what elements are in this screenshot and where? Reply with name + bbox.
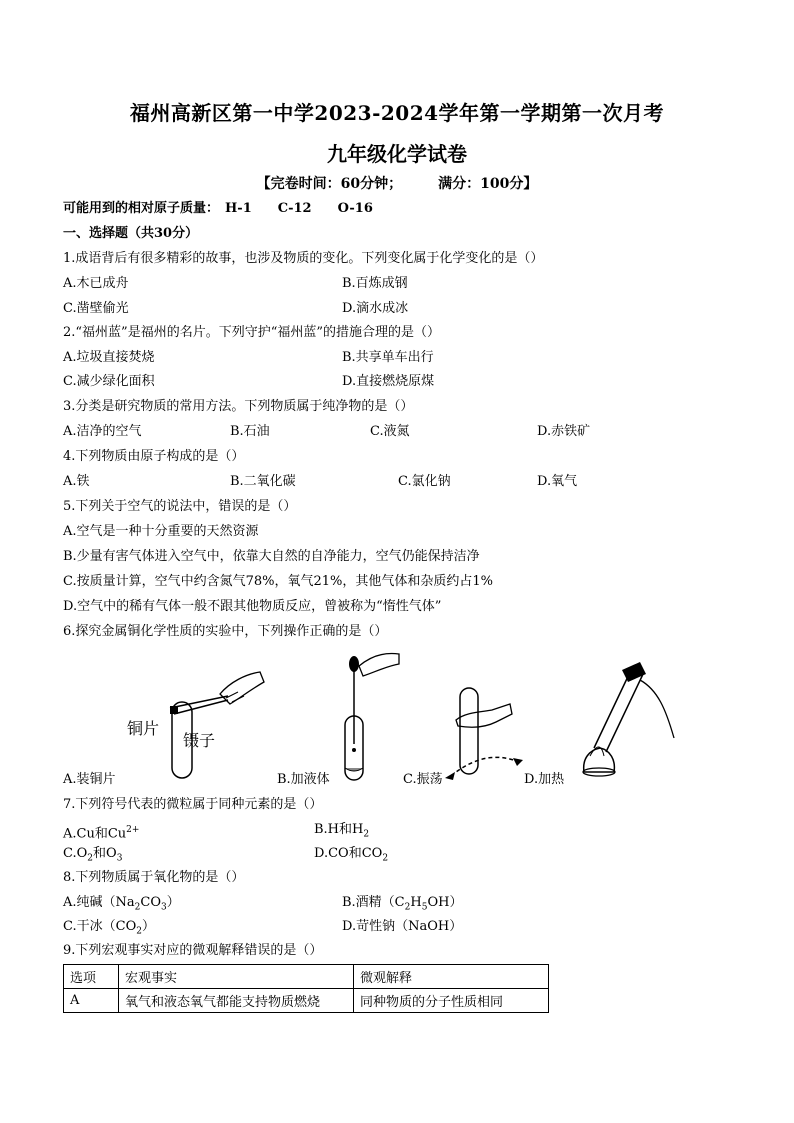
figure-d-heat bbox=[570, 660, 680, 780]
atomic-mass-h: H-1 bbox=[225, 201, 252, 216]
q6-option-d: D.加热 bbox=[524, 772, 565, 787]
question-5-stem: 5.下列关于空气的说法中，错误的是（） bbox=[63, 499, 297, 514]
q2-option-a: A.垃圾直接焚烧 bbox=[63, 350, 155, 365]
q9-table bbox=[63, 964, 549, 1013]
figure-label-copper: 铜片 bbox=[127, 719, 160, 738]
q6-option-c: C.振荡 bbox=[403, 772, 443, 787]
question-6-stem: 6.探究金属铜化学性质的实验中，下列操作正确的是（） bbox=[63, 624, 388, 639]
atomic-masses-label: 可能用到的相对原子质量： bbox=[63, 201, 220, 216]
q7-option-d: D.CO和$CO_2$ bbox=[314, 846, 389, 864]
q3-option-b: B.石油 bbox=[230, 424, 270, 439]
question-3-stem: 3.分类是研究物质的常用方法。下列物质属于纯净物的是（） bbox=[63, 399, 414, 414]
q8-option-c: C.干冰$(CO_2)$ bbox=[63, 919, 155, 937]
q3-option-c: C.液氮 bbox=[370, 424, 410, 439]
q1-option-a: A.木已成舟 bbox=[63, 276, 129, 291]
q6-option-b: B.加液体 bbox=[277, 772, 330, 787]
question-1-stem: 1.成语背后有很多精彩的故事，也涉及物质的变化。下列变化属于化学变化的是（） bbox=[63, 251, 544, 266]
atomic-mass-c: C-12 bbox=[277, 201, 312, 216]
atomic-masses bbox=[63, 200, 399, 218]
q1-option-c: C.凿壁偷光 bbox=[63, 301, 129, 316]
exam-subtitle: 九年级化学试卷 bbox=[327, 142, 467, 166]
exam-time: 【完卷时间：60分钟； bbox=[256, 176, 403, 192]
table-cell: 同种物质的分子性质相同 bbox=[354, 989, 549, 1013]
table-header-row bbox=[64, 965, 549, 989]
q2-option-b: B.共享单车出行 bbox=[342, 350, 434, 365]
atomic-mass-o: O-16 bbox=[337, 201, 373, 216]
question-4-stem: 4.下列物质由原子构成的是（） bbox=[63, 449, 245, 464]
question-9-stem: 9.下列宏观事实对应的微观解释错误的是（） bbox=[63, 943, 323, 958]
exam-title: 福州高新区第一中学2023-2024学年第一学期第一次月考 bbox=[129, 101, 665, 125]
table-header-cell: 微观解释 bbox=[354, 965, 549, 989]
figure-a-load-copper bbox=[160, 668, 270, 784]
q1-option-b: B.百炼成钢 bbox=[342, 276, 408, 291]
q5-option-b: B.少量有害气体进入空气中，依靠大自然的自净能力，空气仍能保持洁净 bbox=[63, 549, 480, 564]
q8-option-b: B.酒精$(C_2H_5OH)$ bbox=[342, 895, 463, 913]
question-7-stem: 7.下列符号代表的微粒属于同种元素的是（） bbox=[63, 797, 323, 812]
figure-b-add-liquid bbox=[325, 650, 405, 784]
q5-option-d: D.空气中的稀有气体一般不跟其他物质反应，曾被称为“惰性气体” bbox=[63, 599, 442, 614]
table-cell: 氧气和液态氧气都能支持物质燃烧 bbox=[119, 989, 354, 1013]
q7-option-a: A.Cu和$Cu^{2+}$ bbox=[63, 825, 140, 842]
table-row bbox=[64, 989, 549, 1013]
q5-option-a: A.空气是一种十分重要的天然资源 bbox=[63, 524, 259, 539]
table-cell: A bbox=[64, 989, 119, 1013]
q6-option-a: A.装铜片 bbox=[63, 772, 116, 787]
figure-label-tweezers: 镊子 bbox=[183, 731, 216, 750]
q8-option-a: A.纯碱$(Na_2CO_3)$ bbox=[63, 895, 180, 913]
q2-option-c: C.减少绿化面积 bbox=[63, 374, 155, 389]
q8-option-d: D.苛性钠（NaOH） bbox=[342, 919, 463, 934]
q4-option-b: B.二氧化碳 bbox=[230, 474, 296, 489]
table-header-cell: 选项 bbox=[64, 965, 119, 989]
q4-option-a: A.铁 bbox=[63, 474, 90, 489]
question-2-stem: 2.“福州蓝”是福州的名片。下列守护“福州蓝”的措施合理的是（） bbox=[63, 325, 440, 340]
q3-option-d: D.赤铁矿 bbox=[537, 424, 591, 439]
q1-option-d: D.滴水成冰 bbox=[342, 301, 409, 316]
section-heading: 一、选择题（共30分） bbox=[63, 226, 199, 241]
q3-option-a: A.洁净的空气 bbox=[63, 424, 142, 439]
exam-info bbox=[0, 173, 794, 193]
q4-option-c: C.氯化钠 bbox=[398, 474, 451, 489]
q7-option-c: $C.O_2$和$O_3$ bbox=[63, 846, 123, 864]
q7-option-b: B.H和$H_2$ bbox=[314, 822, 370, 840]
q2-option-d: D.直接燃烧原煤 bbox=[342, 374, 435, 389]
question-8-stem: 8.下列物质属于氧化物的是（） bbox=[63, 870, 245, 885]
q4-option-d: D.氧气 bbox=[537, 474, 578, 489]
q5-option-c: C.按质量计算，空气中约含氮气78%，氧气21%，其他气体和杂质约占1% bbox=[63, 574, 494, 589]
figure-c-arrow bbox=[445, 752, 525, 782]
table-header-cell: 宏观事实 bbox=[119, 965, 354, 989]
exam-score: 满分：100分】 bbox=[438, 176, 538, 192]
